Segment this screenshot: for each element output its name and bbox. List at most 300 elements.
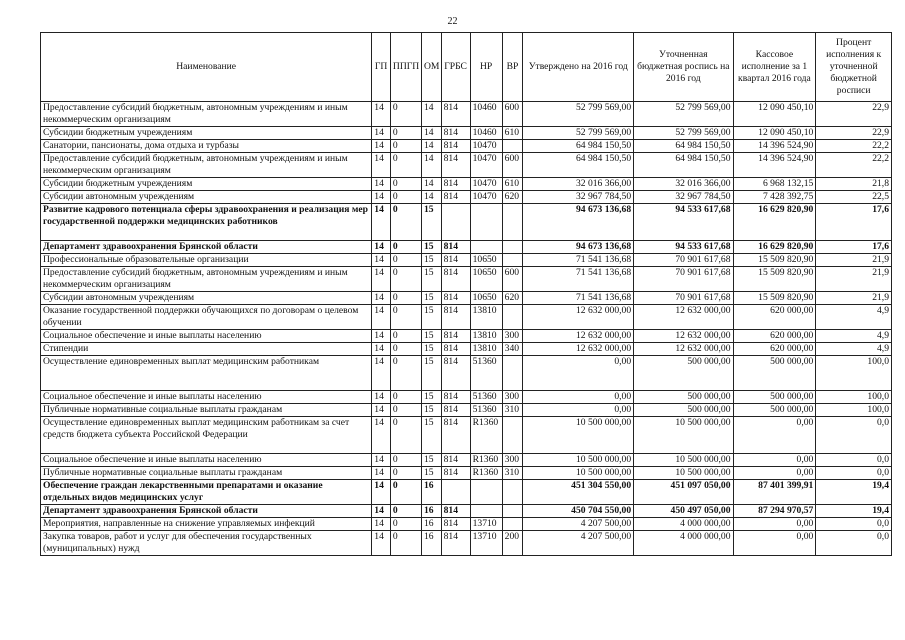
cell-ppgp: 0 [390,417,421,454]
cell-np [470,505,502,518]
cell-gp: 14 [372,417,391,454]
cell-vr [502,417,523,454]
cell-gp: 14 [372,404,391,417]
cell-cash: 620 000,00 [733,343,816,356]
col-header-name: Наименование [41,33,372,102]
cell-np: 10650 [470,254,502,267]
cell-approved: 94 673 136,68 [523,204,634,241]
cell-np [470,241,502,254]
cell-np [470,480,502,505]
cell-refined: 64 984 150,50 [634,153,733,178]
cell-name: Осуществление единовременных выплат медицинским работникам за счет средств бюджета субъекта Российской Федерации [41,417,372,454]
cell-gp: 14 [372,505,391,518]
cell-refined: 500 000,00 [634,404,733,417]
cell-np: 13810 [470,305,502,330]
cell-gp: 14 [372,178,391,191]
table-row [41,343,892,356]
cell-approved: 4 207 500,00 [523,531,634,556]
cell-np: 13710 [470,518,502,531]
cell-om: 16 [421,505,441,518]
cell-cash: 16 629 820,90 [733,241,816,254]
cell-refined: 500 000,00 [634,356,733,391]
cell-ppgp: 0 [390,518,421,531]
col-header-approved: Утверждено на 2016 год [523,33,634,102]
cell-ppgp: 0 [390,204,421,241]
cell-om: 15 [421,330,441,343]
cell-gp: 14 [372,191,391,204]
cell-om: 14 [421,178,441,191]
cell-grbs: 814 [441,102,470,127]
cell-refined: 12 632 000,00 [634,305,733,330]
cell-gp: 14 [372,480,391,505]
cell-cash: 0,00 [733,518,816,531]
cell-grbs: 814 [441,153,470,178]
cell-approved: 94 673 136,68 [523,241,634,254]
cell-cash: 7 428 392,75 [733,191,816,204]
table-row [41,391,892,404]
cell-np: R1360 [470,467,502,480]
cell-om: 15 [421,241,441,254]
cell-percent: 0,0 [816,417,892,454]
cell-percent: 22,9 [816,127,892,140]
cell-refined: 10 500 000,00 [634,467,733,480]
cell-np: R1360 [470,454,502,467]
cell-ppgp: 0 [390,480,421,505]
cell-ppgp: 0 [390,531,421,556]
cell-om: 15 [421,292,441,305]
cell-vr [502,140,523,153]
cell-approved: 71 541 136,68 [523,254,634,267]
cell-approved: 32 967 784,50 [523,191,634,204]
cell-grbs: 814 [441,254,470,267]
cell-ppgp: 0 [390,102,421,127]
cell-percent: 100,0 [816,391,892,404]
cell-vr: 620 [502,191,523,204]
table-row [41,204,892,241]
cell-name: Публичные нормативные социальные выплаты гражданам [41,404,372,417]
cell-refined: 10 500 000,00 [634,417,733,454]
table-row [41,454,892,467]
cell-om: 15 [421,356,441,391]
cell-vr: 600 [502,153,523,178]
cell-ppgp: 0 [390,267,421,292]
cell-gp: 14 [372,454,391,467]
cell-name: Субсидии автономным учреждениям [41,191,372,204]
table-row [41,467,892,480]
cell-om: 16 [421,531,441,556]
cell-ppgp: 0 [390,241,421,254]
table-row [41,505,892,518]
cell-name: Социальное обеспечение и иные выплаты населению [41,391,372,404]
cell-vr [502,254,523,267]
cell-grbs: 814 [441,140,470,153]
table-row [41,404,892,417]
cell-gp: 14 [372,204,391,241]
cell-vr [502,480,523,505]
cell-cash: 620 000,00 [733,305,816,330]
cell-gp: 14 [372,267,391,292]
cell-vr [502,305,523,330]
cell-name: Санатории, пансионаты, дома отдыха и турбазы [41,140,372,153]
cell-refined: 12 632 000,00 [634,330,733,343]
cell-vr [502,204,523,241]
cell-np: 10650 [470,292,502,305]
table-row [41,127,892,140]
cell-gp: 14 [372,356,391,391]
col-header-np: НР [470,33,502,102]
cell-om: 15 [421,343,441,356]
cell-np: 10470 [470,178,502,191]
cell-grbs: 814 [441,292,470,305]
cell-ppgp: 0 [390,153,421,178]
cell-refined: 451 097 050,00 [634,480,733,505]
cell-grbs: 814 [441,305,470,330]
cell-approved: 12 632 000,00 [523,305,634,330]
cell-refined: 52 799 569,00 [634,102,733,127]
cell-grbs: 814 [441,356,470,391]
table-row [41,518,892,531]
cell-gp: 14 [372,127,391,140]
cell-np: 10470 [470,191,502,204]
cell-approved: 71 541 136,68 [523,292,634,305]
cell-cash: 14 396 524,90 [733,153,816,178]
table-row [41,531,892,556]
cell-percent: 4,9 [816,305,892,330]
cell-name: Обеспечение граждан лекарственными препаратами и оказание отдельных видов медицинских услуг [41,480,372,505]
cell-name: Оказание государственной поддержки обучающихся по договорам о целевом обучении [41,305,372,330]
cell-gp: 14 [372,254,391,267]
cell-vr: 340 [502,343,523,356]
cell-percent: 100,0 [816,356,892,391]
cell-grbs: 814 [441,417,470,454]
cell-np: 10460 [470,102,502,127]
cell-om: 14 [421,140,441,153]
cell-vr: 200 [502,531,523,556]
cell-ppgp: 0 [390,454,421,467]
cell-approved: 12 632 000,00 [523,343,634,356]
col-header-ppgp: ППГП [390,33,421,102]
cell-cash: 14 396 524,90 [733,140,816,153]
cell-gp: 14 [372,305,391,330]
cell-name: Закупка товаров, работ и услуг для обеспечения государственных (муниципальных) нужд [41,531,372,556]
cell-vr: 300 [502,391,523,404]
cell-percent: 17,6 [816,204,892,241]
cell-cash: 0,00 [733,454,816,467]
cell-grbs: 814 [441,505,470,518]
cell-cash: 87 401 399,91 [733,480,816,505]
cell-grbs: 814 [441,127,470,140]
cell-refined: 70 901 617,68 [634,267,733,292]
cell-cash: 500 000,00 [733,404,816,417]
cell-cash: 16 629 820,90 [733,204,816,241]
cell-refined: 4 000 000,00 [634,531,733,556]
cell-refined: 94 533 617,68 [634,241,733,254]
cell-om: 15 [421,467,441,480]
col-header-cash: Кассовое исполнение за 1 квартал 2016 года [733,33,816,102]
cell-refined: 52 799 569,00 [634,127,733,140]
cell-refined: 4 000 000,00 [634,518,733,531]
cell-vr: 310 [502,467,523,480]
cell-ppgp: 0 [390,191,421,204]
table-row [41,267,892,292]
cell-name: Публичные нормативные социальные выплаты гражданам [41,467,372,480]
cell-cash: 500 000,00 [733,391,816,404]
cell-percent: 100,0 [816,404,892,417]
cell-np: 13810 [470,343,502,356]
cell-ppgp: 0 [390,343,421,356]
cell-name: Департамент здравоохранения Брянской области [41,505,372,518]
cell-np: 13710 [470,531,502,556]
cell-name: Мероприятия, направленные на снижение управляемых инфекций [41,518,372,531]
cell-np: R1360 [470,417,502,454]
cell-refined: 450 497 050,00 [634,505,733,518]
cell-refined: 32 967 784,50 [634,191,733,204]
cell-grbs: 814 [441,330,470,343]
cell-gp: 14 [372,140,391,153]
cell-om: 14 [421,127,441,140]
cell-grbs: 814 [441,191,470,204]
cell-np: 10460 [470,127,502,140]
cell-percent: 21,9 [816,267,892,292]
cell-percent: 0,0 [816,531,892,556]
cell-gp: 14 [372,241,391,254]
cell-refined: 70 901 617,68 [634,254,733,267]
cell-percent: 21,9 [816,292,892,305]
cell-percent: 19,4 [816,480,892,505]
cell-cash: 620 000,00 [733,330,816,343]
cell-refined: 12 632 000,00 [634,343,733,356]
cell-cash: 15 509 820,90 [733,267,816,292]
cell-approved: 52 799 569,00 [523,102,634,127]
cell-cash: 0,00 [733,467,816,480]
col-header-gp: ГП [372,33,391,102]
cell-refined: 94 533 617,68 [634,204,733,241]
cell-vr: 600 [502,267,523,292]
cell-approved: 10 500 000,00 [523,417,634,454]
cell-refined: 70 901 617,68 [634,292,733,305]
cell-np: 10650 [470,267,502,292]
cell-percent: 21,8 [816,178,892,191]
cell-om: 15 [421,404,441,417]
table-row [41,241,892,254]
cell-np [470,204,502,241]
cell-om: 15 [421,454,441,467]
cell-grbs [441,204,470,241]
cell-approved: 12 632 000,00 [523,330,634,343]
cell-om: 15 [421,391,441,404]
cell-gp: 14 [372,292,391,305]
cell-percent: 21,9 [816,254,892,267]
cell-gp: 14 [372,330,391,343]
cell-grbs: 814 [441,178,470,191]
budget-table [40,32,892,556]
col-header-refined: Уточненная бюджетная роспись на 2016 год [634,33,733,102]
cell-name: Социальное обеспечение и иные выплаты населению [41,454,372,467]
cell-ppgp: 0 [390,305,421,330]
cell-om: 15 [421,204,441,241]
col-header-vr: ВР [502,33,523,102]
table-row [41,178,892,191]
table-body [41,102,892,556]
table-row [41,254,892,267]
cell-percent: 0,0 [816,518,892,531]
cell-percent: 19,4 [816,505,892,518]
cell-grbs: 814 [441,241,470,254]
cell-percent: 0,0 [816,467,892,480]
cell-gp: 14 [372,343,391,356]
cell-grbs: 814 [441,404,470,417]
cell-refined: 500 000,00 [634,391,733,404]
cell-approved: 451 304 550,00 [523,480,634,505]
cell-name: Предоставление субсидий бюджетным, автономным учреждениям и иным некоммерческим организациям [41,267,372,292]
cell-percent: 22,2 [816,153,892,178]
cell-np: 13810 [470,330,502,343]
cell-vr: 300 [502,330,523,343]
cell-approved: 450 704 550,00 [523,505,634,518]
cell-vr: 610 [502,178,523,191]
cell-approved: 52 799 569,00 [523,127,634,140]
col-header-om: ОМ [421,33,441,102]
cell-grbs: 814 [441,267,470,292]
cell-percent: 22,2 [816,140,892,153]
cell-refined: 10 500 000,00 [634,454,733,467]
cell-gp: 14 [372,467,391,480]
cell-om: 15 [421,254,441,267]
cell-vr [502,241,523,254]
cell-om: 14 [421,153,441,178]
cell-name: Субсидии бюджетным учреждениям [41,127,372,140]
table-row [41,191,892,204]
table-row [41,292,892,305]
table-row [41,480,892,505]
cell-percent: 0,0 [816,454,892,467]
cell-grbs: 814 [441,531,470,556]
cell-ppgp: 0 [390,127,421,140]
cell-om: 14 [421,102,441,127]
cell-grbs: 814 [441,343,470,356]
table-row [41,330,892,343]
cell-cash: 12 090 450,10 [733,127,816,140]
cell-approved: 64 984 150,50 [523,140,634,153]
cell-refined: 64 984 150,50 [634,140,733,153]
cell-percent: 4,9 [816,330,892,343]
cell-cash: 6 968 132,15 [733,178,816,191]
cell-cash: 0,00 [733,417,816,454]
cell-ppgp: 0 [390,140,421,153]
cell-approved: 64 984 150,50 [523,153,634,178]
cell-ppgp: 0 [390,505,421,518]
cell-cash: 87 294 970,57 [733,505,816,518]
cell-gp: 14 [372,391,391,404]
cell-vr: 620 [502,292,523,305]
col-header-percent: Процент исполнения к уточненной бюджетной росписи [816,33,892,102]
cell-name: Субсидии автономным учреждениям [41,292,372,305]
cell-name: Развитие кадрового потенциала сферы здравоохранения и реализация мер государственной поддержки медицинских работников [41,204,372,241]
cell-ppgp: 0 [390,391,421,404]
table-row [41,153,892,178]
table-row [41,102,892,127]
cell-vr [502,505,523,518]
cell-ppgp: 0 [390,356,421,391]
cell-ppgp: 0 [390,178,421,191]
cell-ppgp: 0 [390,404,421,417]
table-row [41,305,892,330]
cell-name: Предоставление субсидий бюджетным, автономным учреждениям и иным некоммерческим организациям [41,102,372,127]
cell-om: 16 [421,518,441,531]
header-row [41,33,892,102]
cell-np: 51360 [470,404,502,417]
cell-name: Осуществление единовременных выплат медицинским работникам [41,356,372,391]
page-number: 22 [447,16,458,27]
cell-approved: 10 500 000,00 [523,467,634,480]
cell-np: 51360 [470,356,502,391]
cell-cash: 15 509 820,90 [733,254,816,267]
cell-vr: 600 [502,102,523,127]
cell-name: Социальное обеспечение и иные выплаты населению [41,330,372,343]
cell-vr: 610 [502,127,523,140]
table-row [41,140,892,153]
cell-percent: 17,6 [816,241,892,254]
cell-np: 51360 [470,391,502,404]
cell-np: 10470 [470,140,502,153]
cell-ppgp: 0 [390,292,421,305]
cell-om: 15 [421,305,441,330]
cell-om: 14 [421,191,441,204]
cell-approved: 0,00 [523,391,634,404]
cell-np: 10470 [470,153,502,178]
cell-approved: 0,00 [523,404,634,417]
table-row [41,356,892,391]
cell-grbs: 814 [441,518,470,531]
cell-gp: 14 [372,102,391,127]
cell-percent: 22,9 [816,102,892,127]
cell-vr [502,356,523,391]
cell-approved: 32 016 366,00 [523,178,634,191]
cell-ppgp: 0 [390,330,421,343]
cell-grbs [441,480,470,505]
cell-grbs: 814 [441,467,470,480]
cell-percent: 22,5 [816,191,892,204]
cell-vr: 300 [502,454,523,467]
cell-gp: 14 [372,153,391,178]
cell-approved: 4 207 500,00 [523,518,634,531]
cell-grbs: 814 [441,391,470,404]
cell-grbs: 814 [441,454,470,467]
cell-approved: 71 541 136,68 [523,267,634,292]
cell-approved: 0,00 [523,356,634,391]
cell-name: Субсидии бюджетным учреждениям [41,178,372,191]
cell-percent: 4,9 [816,343,892,356]
cell-gp: 14 [372,531,391,556]
cell-cash: 15 509 820,90 [733,292,816,305]
cell-cash: 0,00 [733,531,816,556]
cell-approved: 10 500 000,00 [523,454,634,467]
col-header-grbs: ГРБС [441,33,470,102]
cell-name: Предоставление субсидий бюджетным, автономным учреждениям и иным некоммерческим организациям [41,153,372,178]
cell-vr: 310 [502,404,523,417]
cell-gp: 14 [372,518,391,531]
cell-name: Стипендии [41,343,372,356]
cell-om: 15 [421,267,441,292]
cell-vr [502,518,523,531]
cell-ppgp: 0 [390,467,421,480]
cell-cash: 12 090 450,10 [733,102,816,127]
cell-name: Профессиональные образовательные организации [41,254,372,267]
cell-refined: 32 016 366,00 [634,178,733,191]
cell-om: 15 [421,417,441,454]
table-row [41,417,892,454]
cell-cash: 500 000,00 [733,356,816,391]
